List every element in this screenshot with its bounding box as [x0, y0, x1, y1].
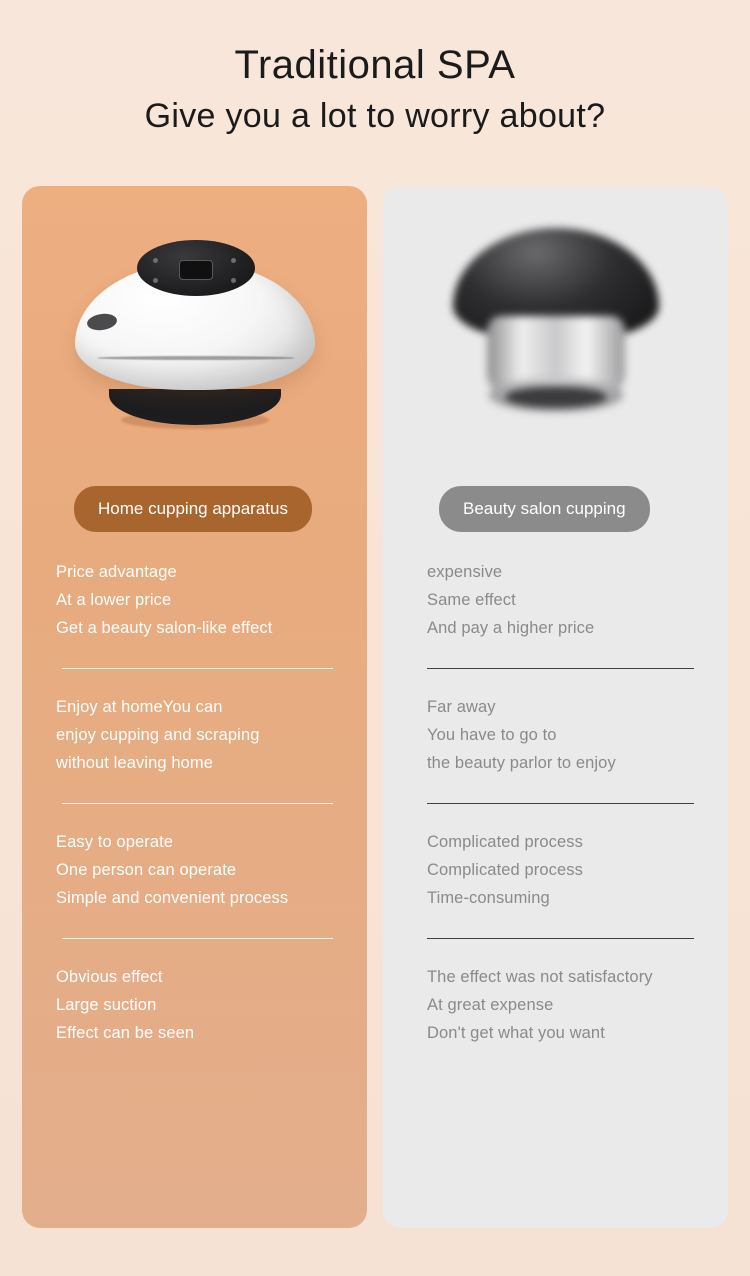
feature-line: Far away [427, 698, 496, 716]
feature-line: You have to go to [427, 726, 557, 744]
badge-salon-cupping: Beauty salon cupping [439, 486, 650, 532]
divider [427, 803, 694, 804]
product-image-salon [383, 186, 728, 486]
feature-line: Time-consuming [427, 889, 550, 907]
feature-line: Large suction [56, 996, 157, 1014]
black-silver-salon-cup-icon [431, 228, 681, 438]
divider [62, 938, 333, 939]
divider [427, 938, 694, 939]
page-header [0, 0, 750, 140]
feature-line: enjoy cupping and scraping [56, 726, 260, 744]
feature-block [383, 963, 728, 1047]
product-image-home [22, 186, 367, 486]
divider [427, 668, 694, 669]
feature-line: without leaving home [56, 754, 214, 772]
feature-line: the beauty parlor to enjoy [427, 754, 616, 772]
feature-block [22, 693, 367, 777]
feature-line: expensive [427, 563, 503, 581]
feature-line: Complicated process [427, 833, 583, 851]
feature-line: Get a beauty salon-like effect [56, 619, 273, 637]
feature-block [22, 558, 367, 642]
feature-block [383, 558, 728, 642]
feature-block [22, 828, 367, 912]
page-subtitle: Give you a lot to worry about? [144, 97, 606, 135]
feature-line: Obvious effect [56, 968, 163, 986]
feature-line: Enjoy at homeYou can [56, 698, 223, 716]
feature-line: One person can operate [56, 861, 237, 879]
badge-row-salon [383, 486, 728, 532]
divider [62, 803, 333, 804]
column-salon-device [383, 186, 728, 1228]
feature-line: The effect was not satisfactory [427, 968, 653, 986]
feature-line: And pay a higher price [427, 619, 595, 637]
features-salon [383, 558, 728, 1047]
comparison-columns [22, 186, 728, 1228]
column-home-device [22, 186, 367, 1228]
feature-line: Simple and convenient process [56, 889, 289, 907]
feature-line: Don't get what you want [427, 1024, 605, 1042]
feature-line: Easy to operate [56, 833, 174, 851]
feature-line: At great expense [427, 996, 554, 1014]
feature-line: Price advantage [56, 563, 177, 581]
page-title: Traditional SPA [234, 43, 516, 87]
feature-line: Complicated process [427, 861, 583, 879]
divider [62, 668, 333, 669]
feature-line: Same effect [427, 591, 516, 609]
white-cupping-device-icon [75, 240, 315, 425]
badge-home-cupping: Home cupping apparatus [74, 486, 312, 532]
badge-row-home [22, 486, 367, 532]
features-home [22, 558, 367, 1047]
feature-block [383, 828, 728, 912]
feature-line: Effect can be seen [56, 1024, 195, 1042]
feature-line: At a lower price [56, 591, 172, 609]
feature-block [22, 963, 367, 1047]
feature-block [383, 693, 728, 777]
